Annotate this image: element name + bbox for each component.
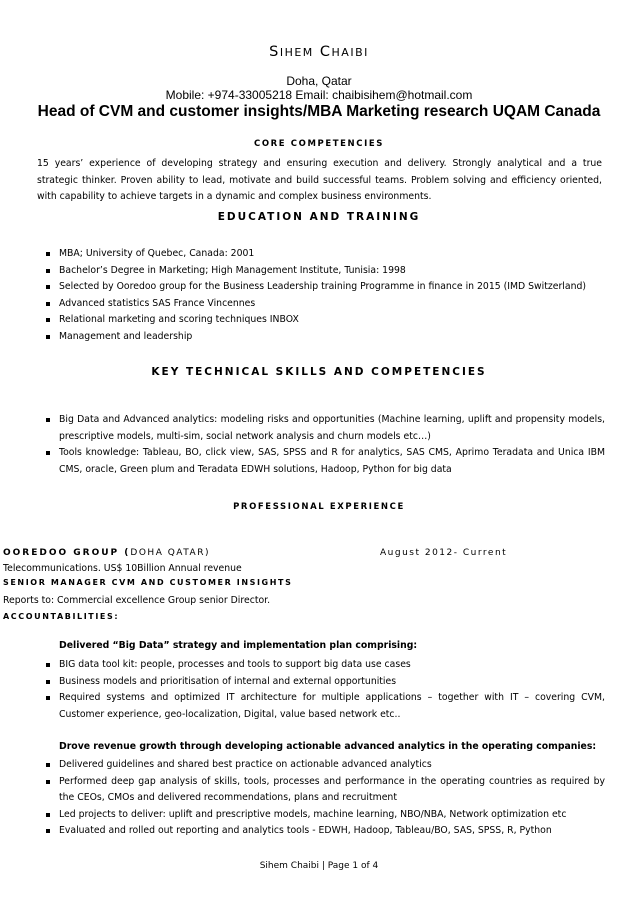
location-line: Doha, Qatar xyxy=(286,74,352,88)
page-footer: Sihem Chaibi | Page 1 of 4 xyxy=(259,861,379,871)
list-item: Evaluated and rolled out reporting and analytics tools - EDWH, Hadoop, Tableau/BO, SAS, SPSS, R, Python xyxy=(50,823,605,840)
list-item: Delivered guidelines and shared best practice on actionable advanced analytics xyxy=(50,757,605,774)
list-item: Led projects to deliver: uplift and prescriptive models, machine learning, NBO/NBA, Network optimization etc xyxy=(50,807,605,824)
core-competencies-title: CORE COMPETENCIES xyxy=(254,139,384,149)
experience-title: PROFESSIONAL EXPERIENCE xyxy=(233,502,405,512)
education-list xyxy=(50,246,605,345)
list-item: Business models and prioritisation of internal and external opportunities xyxy=(50,674,605,691)
company-line: OOREDOO GROUP (DOHA QATAR) xyxy=(3,548,210,558)
list-item: BIG data tool kit: people, processes and tools to support big data use cases xyxy=(50,657,605,674)
list-item: Tools knowledge: Tableau, BO, click view, SAS, SPSS and R for analytics, SAS CMS, Aprimo Teradata and Unica IBM CMS, oracle, Green plum and Teradata EDWH solutions, Hadoop, Python for big data xyxy=(50,445,605,478)
list-item: Required systems and optimized IT architecture for multiple applications – together with IT – covering CVM, Customer experience, geo-localization, Digital, value based network etc.. xyxy=(50,690,605,723)
revenue-growth-list xyxy=(50,757,605,840)
list-item: Relational marketing and scoring techniques INBOX xyxy=(50,312,605,329)
big-data-list xyxy=(50,657,605,723)
list-item: Selected by Ooredoo group for the Business Leadership training Programme in finance in 2015 (IMD Switzerland) xyxy=(50,279,605,296)
list-item: MBA; University of Quebec, Canada: 2001 xyxy=(50,246,605,263)
list-item: Big Data and Advanced analytics: modeling risks and opportunities (Machine learning, uplift and propensity models, prescriptive models, multi-sim, social network analysis and churn models etc…) xyxy=(50,412,605,445)
list-item: Performed deep gap analysis of skills, tools, processes and performance in the operating countries as required by the CEOs, CMOs and delivered recommendations, plans and recruitment xyxy=(50,774,605,807)
skills-list xyxy=(50,412,605,478)
headline: Head of CVM and customer insights/MBA Marketing research UQAM Canada xyxy=(37,103,601,120)
big-data-heading: Delivered “Big Data” strategy and implementation plan comprising: xyxy=(59,640,418,651)
contact-line: Mobile: +974-33005218 Email: chaibisihem@hotmail.com xyxy=(165,88,473,102)
skills-title: KEY TECHNICAL SKILLS AND COMPETENCIES xyxy=(151,366,487,378)
core-competencies-text: 15 years’ experience of developing strategy and ensuring execution and delivery. Strongly analytical and a true strategic thinker. Proven ability to lead, motivate and build successful teams. Problem solving and efficiency oriented, with capability to achieve targets in a dynamic and complex business environments. xyxy=(37,158,602,202)
revenue-growth-heading: Drove revenue growth through developing actionable advanced analytics in the operating companies: xyxy=(59,741,597,752)
accountabilities-title: ACCOUNTABILITIES: xyxy=(3,612,120,621)
reports-to: Reports to: Commercial excellence Group senior Director. xyxy=(3,595,271,606)
list-item: Management and leadership xyxy=(50,329,605,346)
employment-dates: August 2012- Current xyxy=(380,548,508,558)
education-title: EDUCATION AND TRAINING xyxy=(217,211,421,223)
list-item: Bachelor’s Degree in Marketing; High Management Institute, Tunisia: 1998 xyxy=(50,263,605,280)
company-description: Telecommunications. US$ 10Billion Annual revenue xyxy=(3,563,242,574)
job-title: SENIOR MANAGER CVM AND CUSTOMER INSIGHTS xyxy=(3,578,293,587)
list-item: Advanced statistics SAS France Vincennes xyxy=(50,296,605,313)
candidate-name: SIHEM CHAIBI xyxy=(269,44,369,60)
